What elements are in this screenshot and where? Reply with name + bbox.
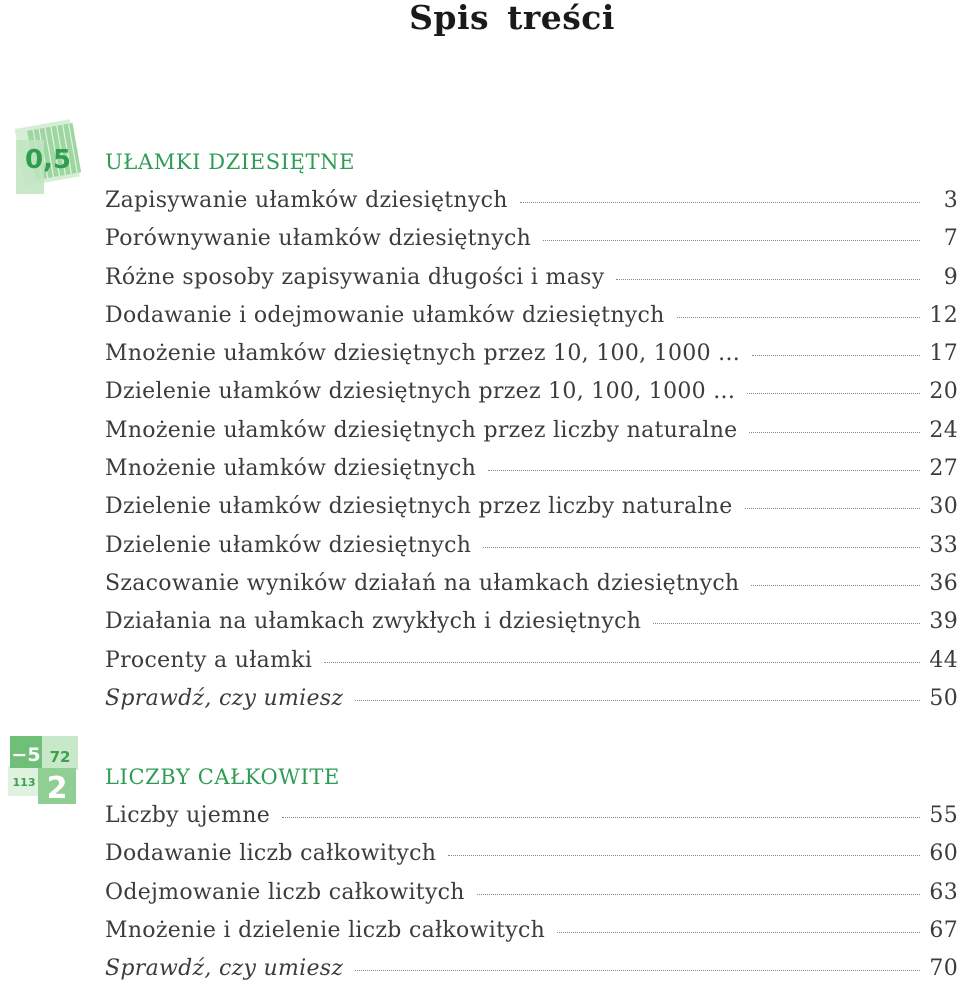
toc-entry-label: Procenty a ułamki <box>105 647 313 673</box>
toc-dot-leader <box>677 317 920 318</box>
toc-entry[interactable] <box>105 571 958 609</box>
toc-dot-leader <box>752 355 920 356</box>
toc-dot-leader <box>448 855 920 856</box>
toc-dot-leader <box>543 240 920 241</box>
toc-entry-label: Szacowanie wyników działań na ułamkach dziesiętnych <box>105 570 740 596</box>
page-title: Spis treści <box>409 0 615 37</box>
toc-entry-label: Mnożenie ułamków dziesiętnych przez 10, 100, 1000 ... <box>105 341 741 367</box>
toc-entry-page-number: 44 <box>929 647 958 673</box>
toc-entry-page-number: 50 <box>929 685 958 711</box>
toc-entry-page-number: 24 <box>929 417 958 443</box>
toc-entry-page-number: 27 <box>929 456 958 482</box>
integers-icon-text-2: 2 <box>46 771 68 806</box>
toc-entry-label: Mnożenie ułamków dziesiętnych przez liczby naturalne <box>105 417 738 443</box>
toc-entry[interactable] <box>105 648 958 686</box>
decimal-icon-text: 0,5 <box>24 145 72 175</box>
toc-entry-page-number: 7 <box>943 226 958 252</box>
integers-icon-text-72: 72 <box>49 748 71 766</box>
toc-entry[interactable] <box>105 494 958 532</box>
toc-dot-leader <box>653 623 920 624</box>
toc-entry-page-number: 17 <box>929 341 958 367</box>
toc-entry[interactable] <box>105 226 958 264</box>
toc-dot-leader <box>749 432 920 433</box>
toc-entry-label: Różne sposoby zapisywania długości i masy <box>105 264 605 290</box>
integers-icon-text-113: 113 <box>12 776 36 789</box>
toc-dot-leader <box>747 393 920 394</box>
toc-entry-label: Dodawanie i odejmowanie ułamków dziesiętnych <box>105 302 665 328</box>
toc-entry[interactable] <box>105 533 958 571</box>
toc-entry-label: Porównywanie ułamków dziesiętnych <box>105 226 532 252</box>
toc-dot-leader <box>483 547 920 548</box>
toc-entry[interactable] <box>105 418 958 456</box>
toc-dot-leader <box>745 508 920 509</box>
toc-entry[interactable] <box>105 379 958 417</box>
toc-entry-page-number: 30 <box>929 494 958 520</box>
toc-entry[interactable] <box>105 803 958 841</box>
toc-entry-label: Mnożenie ułamków dziesiętnych <box>105 456 477 482</box>
integers-icon <box>4 730 82 808</box>
toc-entry-page-number: 39 <box>929 609 958 635</box>
toc-entry[interactable] <box>105 341 958 379</box>
toc-entry-label: Zapisywanie ułamków dziesiętnych <box>105 188 508 213</box>
toc-entry-label: Dzielenie ułamków dziesiętnych <box>105 532 472 558</box>
toc-dot-leader <box>477 894 920 895</box>
toc-entry[interactable] <box>105 841 958 879</box>
toc-entry-page-number: 60 <box>929 841 958 867</box>
toc-entry-page-number: 70 <box>929 956 958 982</box>
toc-dot-leader <box>616 279 920 280</box>
toc-entry-page-number: 36 <box>929 570 958 596</box>
toc-dot-leader <box>282 817 920 818</box>
toc-dot-leader <box>520 202 920 203</box>
toc-list-decimals <box>105 188 958 724</box>
toc-entry-label: Dzielenie ułamków dziesiętnych przez liczby naturalne <box>105 494 733 520</box>
toc-entry-page-number: 63 <box>929 879 958 905</box>
toc-entry-page-number: 33 <box>929 532 958 558</box>
toc-entry-label: Sprawdź, czy umiesz <box>105 685 344 711</box>
toc-entry[interactable] <box>105 456 958 494</box>
toc-entry-label: Dzielenie ułamków dziesiętnych przez 10, 100, 1000 ... <box>105 379 736 405</box>
toc-dot-leader <box>557 932 920 933</box>
toc-entry-page-number: 3 <box>943 188 958 213</box>
toc-entry[interactable] <box>105 880 958 918</box>
decimal-fraction-icon <box>10 118 82 196</box>
toc-entry-page-number: 55 <box>929 803 958 828</box>
section-title-integers: LICZBY CAŁKOWITE <box>105 765 340 789</box>
toc-entry-label: Liczby ujemne <box>105 803 271 828</box>
toc-entry-label: Dodawanie liczb całkowitych <box>105 841 437 867</box>
toc-entry-label: Działania na ułamkach zwykłych i dziesiętnych <box>105 609 642 635</box>
toc-entry-label: Odejmowanie liczb całkowitych <box>105 879 465 905</box>
toc-entry[interactable] <box>105 265 958 303</box>
integers-icon-text-minus5: −5 <box>11 744 41 766</box>
toc-entry-label: Mnożenie i dzielenie liczb całkowitych <box>105 917 546 943</box>
toc-entry[interactable] <box>105 188 958 226</box>
toc-dot-leader <box>355 700 920 701</box>
toc-entry-page-number: 67 <box>929 917 958 943</box>
toc-entry[interactable] <box>105 609 958 647</box>
toc-list-integers <box>105 803 958 994</box>
section-title-decimals: UŁAMKI DZIESIĘTNE <box>105 150 356 174</box>
toc-entry[interactable] <box>105 956 958 994</box>
toc-entry-page-number: 20 <box>929 379 958 405</box>
toc-entry[interactable] <box>105 303 958 341</box>
toc-dot-leader <box>751 585 920 586</box>
toc-entry-page-number: 12 <box>929 302 958 328</box>
toc-entry[interactable] <box>105 918 958 956</box>
toc-dot-leader <box>355 970 920 971</box>
toc-dot-leader <box>324 662 920 663</box>
toc-entry-label: Sprawdź, czy umiesz <box>105 956 344 982</box>
toc-dot-leader <box>488 470 920 471</box>
toc-entry-page-number: 9 <box>943 264 958 290</box>
toc-entry[interactable] <box>105 686 958 724</box>
